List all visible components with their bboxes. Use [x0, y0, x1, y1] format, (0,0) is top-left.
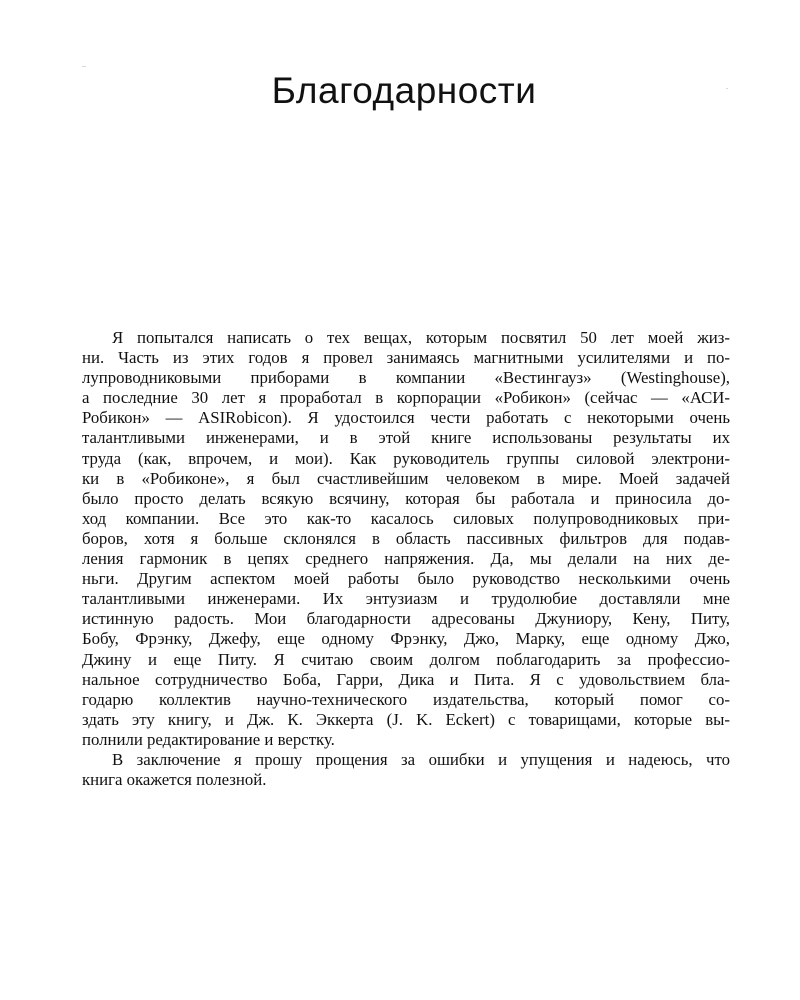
text-line: ки в «Робиконе», я был счастливейшим человеком в мире. Моей задачей [82, 468, 730, 488]
paragraph [82, 750, 730, 790]
text-line: ньги. Другим аспектом моей работы было руководство несколькими очень [82, 569, 730, 589]
text-line: Бобу, Фрэнку, Джефу, еще одному Фрэнку, Джо, Марку, еще одному Джо, [82, 629, 730, 649]
text-line: Джину и еще Питу. Я считаю своим долгом поблагодарить за профессио- [82, 649, 730, 669]
text-line: Я попытался написать о тех вещах, которым посвятил 50 лет моей жиз- [112, 328, 730, 347]
text-line: здать эту книгу, и Дж. К. Эккерта (J. K. Eckert) с товарищами, которые вы- [82, 709, 730, 729]
text-line: было просто делать всякую всячину, которая бы работала и приносила до- [82, 488, 730, 508]
text-line: ход компании. Все это как-то касалось силовых полупроводниковых при- [82, 508, 730, 528]
text-line: В заключение я прошу прощения за ошибки и упущения и надеюсь, что [112, 749, 730, 769]
text-line: годарю коллектив научно-технического издательства, который помог со- [82, 689, 730, 709]
text-line: талантливыми инженерами. Их энтузиазм и трудолюбие доставляли мне [82, 589, 730, 609]
text-line: нальное сотрудничество Боба, Гарри, Дика и Пита. Я с удовольствием бла- [82, 669, 730, 689]
page-title: Благодарности [271, 70, 537, 111]
text-line: книга окажется полезной. [82, 770, 267, 790]
text-line: талантливыми инженерами, и в этой книге использованы результаты их [82, 428, 730, 448]
text-line: труда (как, впрочем, и мои). Как руководитель группы силовой электрони- [82, 448, 730, 468]
paragraph-container [82, 328, 730, 790]
text-line: полнили редактирование и верстку. [82, 729, 335, 749]
text-line: ни. Часть из этих годов я провел занимаясь магнитными усилителями и по- [82, 348, 730, 368]
text-line: Робикон» — ASIRobicon). Я удостоился чести работать с некоторыми очень [82, 408, 730, 428]
text-line: лупроводниковыми приборами в компании «Вестингауз» (Westinghouse), [82, 368, 730, 388]
scan-speck [82, 66, 86, 67]
text-line: а последние 30 лет я проработал в корпорации «Робикон» (сейчас — «АСИ- [82, 388, 730, 408]
acknowledgements-body [82, 328, 730, 790]
text-line: истинную радость. Мои благодарности адресованы Джуниору, Кену, Питу, [82, 609, 730, 629]
text-line: ления гармоник в цепях среднего напряжения. Да, мы делали на них де- [82, 549, 730, 569]
text-line: боров, хотя я больше склонялся в область пассивных фильтров для подав- [82, 528, 730, 548]
paragraph [82, 328, 730, 750]
